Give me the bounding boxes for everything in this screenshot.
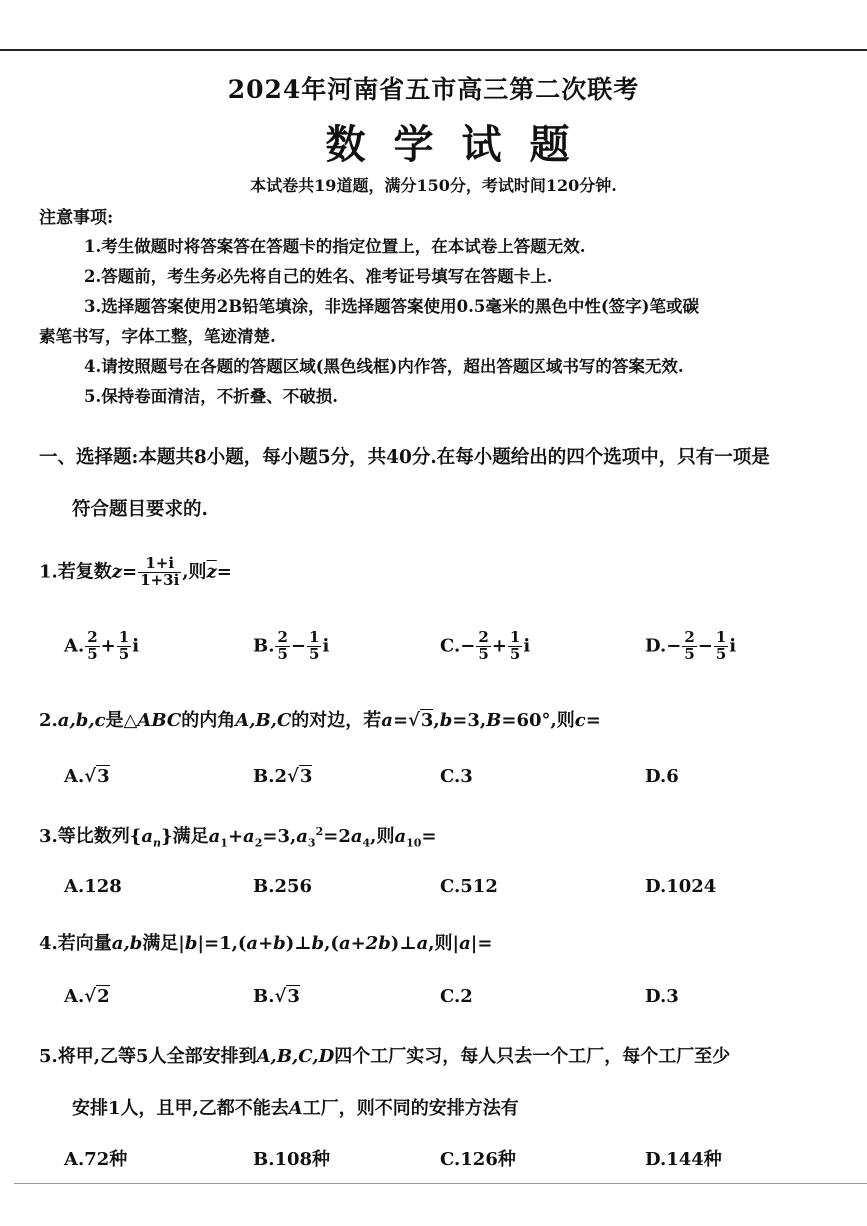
q1-option-d[interactable]: D.− $\frac{2}{5}$ − $\frac{1}{5}$ i	[645, 628, 737, 663]
q4-option-d[interactable]: D.3	[645, 986, 679, 1007]
q4-option-b[interactable]: B.√3	[253, 986, 300, 1007]
q5-option-d[interactable]: D.144种	[645, 1149, 722, 1170]
note-item-3-cont: 素笔书写，字体工整，笔迹清楚.	[39, 327, 276, 346]
note-item-4: 4.请按照题号在各题的答题区域(黑色线框)内作答，超出答题区域书写的答案无效.	[84, 357, 684, 376]
note-item-1: 1.考生做题时将答案答在答题卡的指定位置上，在本试卷上答题无效.	[84, 237, 586, 256]
q5-option-b[interactable]: B.108种	[253, 1149, 331, 1170]
q1-option-c[interactable]: C.− $\frac{2}{5}$ + $\frac{1}{5}$ i	[440, 628, 531, 663]
section-title-cont: 符合题目要求的.	[72, 499, 208, 520]
q4-option-c[interactable]: C.2	[440, 986, 473, 1007]
q5-option-c[interactable]: C.126种	[440, 1149, 516, 1170]
fraction: $\frac{1+i}{1+3i}$	[140, 554, 180, 589]
q3-option-c[interactable]: C.512	[440, 876, 498, 897]
question-1: 1.若复数z= $\frac{1+i}{1+3i}$ ,则$\overline{z}=$	[39, 554, 232, 589]
notes-heading: 注意事项:	[39, 208, 114, 228]
q3-option-a[interactable]: A.128	[64, 876, 122, 897]
subject-title: 数学试题	[325, 121, 598, 168]
section-title: 一、选择题:本题共8小题，每小题5分，共40分.在每小题给出的四个选项中，只有一项是	[39, 447, 770, 468]
q1-option-b[interactable]: B. $\frac{2}{5}$ − $\frac{1}{5}$ i	[253, 628, 330, 663]
exam-info: 本试卷共19道题，满分150分，考试时间120分钟.	[250, 176, 617, 195]
note-item-3: 3.选择题答案使用2B铅笔填涂，非选择题答案使用0.5毫米的黑色中性(签字)笔或碳	[84, 297, 699, 316]
note-item-2: 2.答题前，考生务必先将自己的姓名、准考证号填写在答题卡上.	[84, 267, 553, 286]
q2-option-c[interactable]: C.3	[440, 766, 473, 787]
question-5-cont: 安排1人，且甲,乙都不能去A工厂，则不同的安排方法有	[72, 1098, 519, 1119]
q3-option-b[interactable]: B.256	[253, 876, 313, 897]
q2-option-d[interactable]: D.6	[645, 766, 679, 787]
bottom-rule	[14, 1183, 867, 1184]
note-item-5: 5.保持卷面清洁，不折叠、不破损.	[84, 387, 338, 406]
q4-option-a[interactable]: A.√2	[64, 986, 110, 1007]
exam-name: 2024年河南省五市高三第二次联考	[227, 75, 640, 104]
question-2: 2.a,b,c是△ABC的内角A,B,C的对边，若a=√3,b=3,B=60°,则c=	[39, 710, 601, 731]
q5-option-a[interactable]: A.72种	[64, 1149, 128, 1170]
question-3: 3.等比数列$\{a_n\}$满足$a_1+a_2=3,a_3^2=2a_4$,则$a_{10}=$	[39, 825, 437, 850]
top-rule	[0, 49, 867, 51]
q2-option-a[interactable]: A.√3	[64, 766, 110, 787]
q2-option-b[interactable]: B.2√3	[253, 766, 313, 787]
question-4: 4.若向量a,b满足|b|=1,(a+b)⊥b,(a+2b)⊥a,则|a|=	[39, 933, 493, 954]
q1-option-a[interactable]: A. $\frac{2}{5}$ + $\frac{1}{5}$ i	[64, 628, 140, 663]
question-5: 5.将甲,乙等5人全部安排到A,B,C,D四个工厂实习，每人只去一个工厂，每个工厂至少	[39, 1046, 731, 1067]
q3-option-d[interactable]: D.1024	[645, 876, 717, 897]
